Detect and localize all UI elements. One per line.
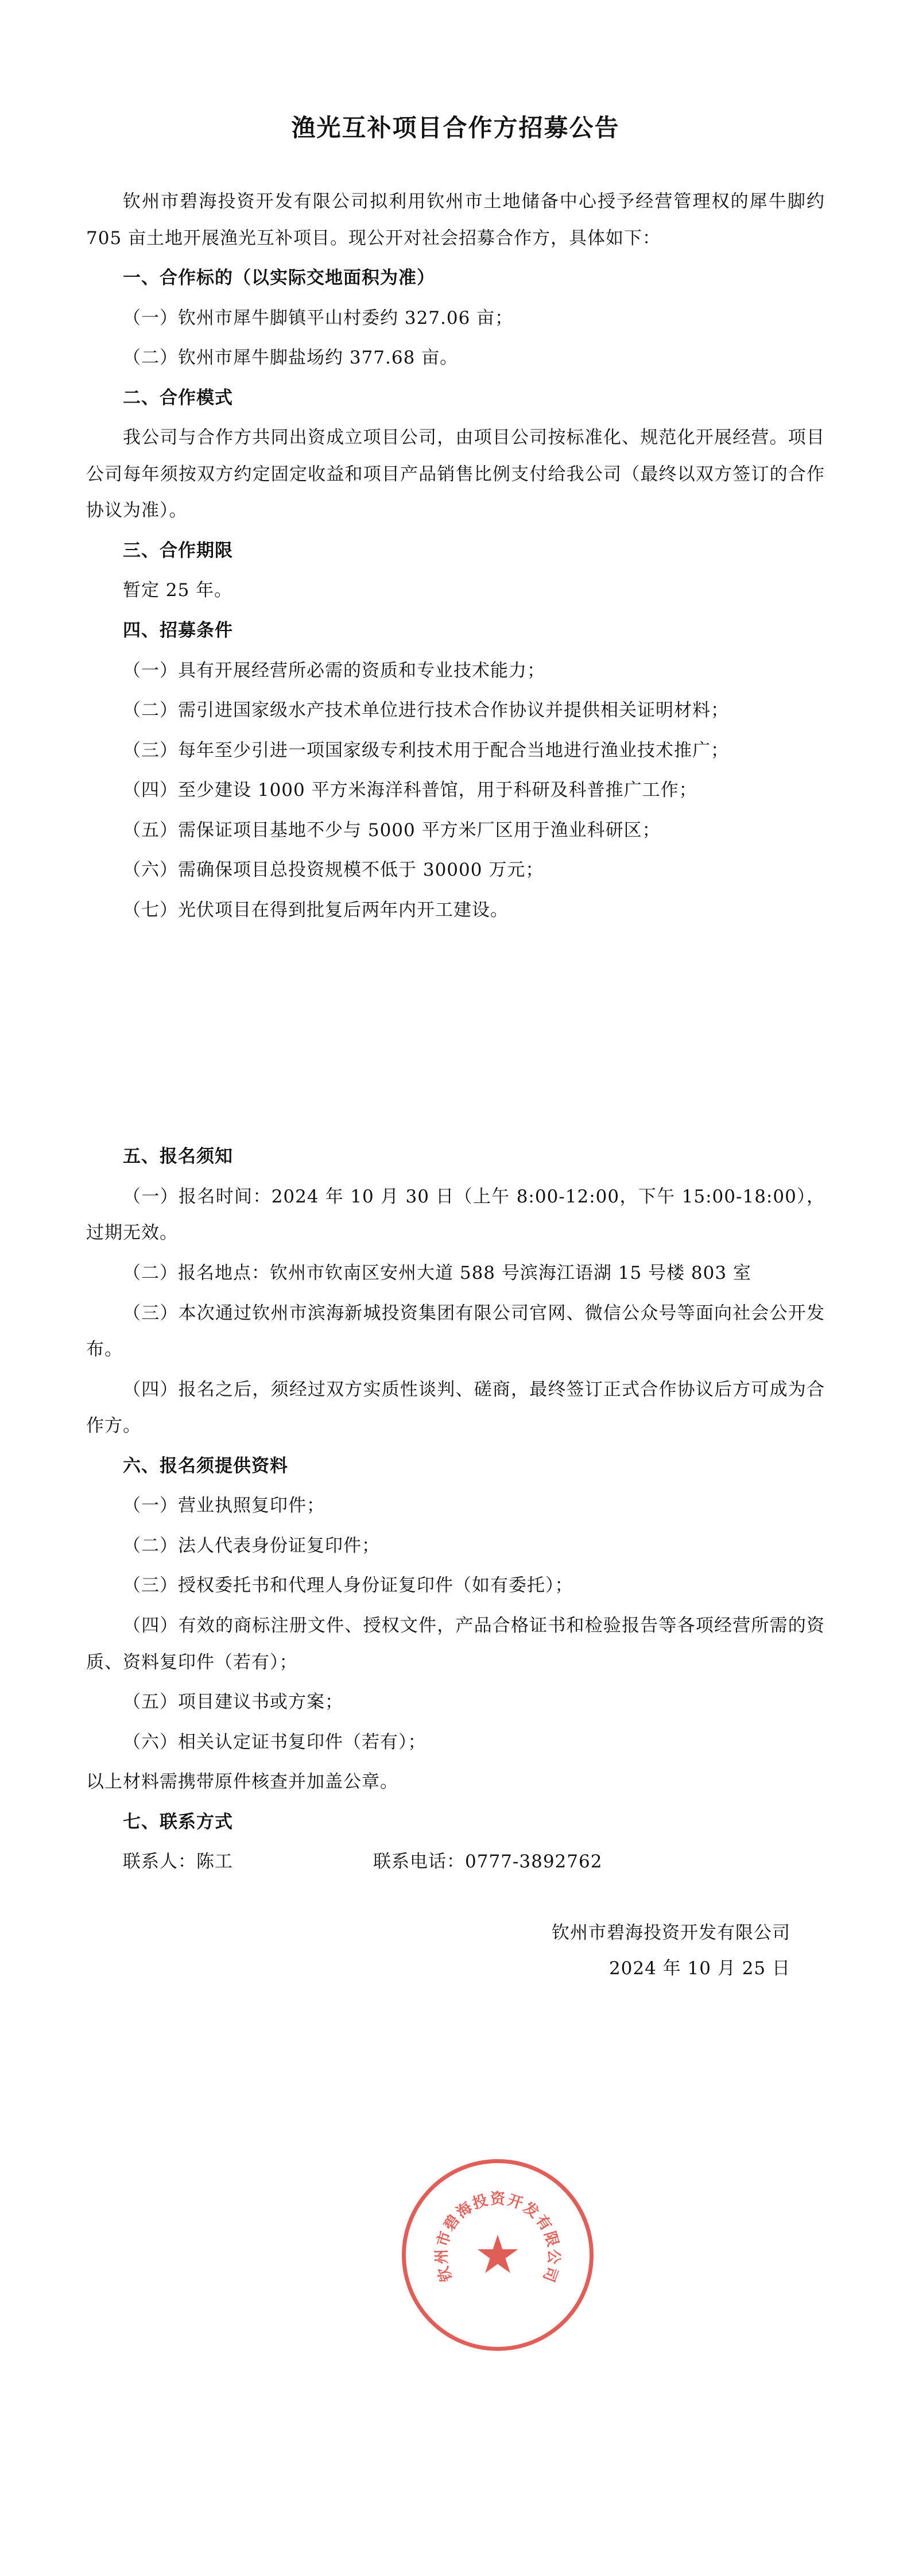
section-6-note: 以上材料需携带原件核查并加盖公章。: [86, 1772, 398, 1793]
section-6-item-1: （一）营业执照复印件；: [123, 1495, 325, 1517]
section-heading-3: 三、合作期限: [123, 540, 233, 561]
seal-char: 限: [540, 2229, 562, 2249]
section-5-item-3: （三）本次通过钦州市滨海新城投资集团有限公司官网、微信公众号等面向社会公开发布。: [86, 1302, 825, 1360]
section-4-item-4: （四）至少建设 1000 平方米海洋科普馆，用于科研及科普推广工作；: [123, 780, 697, 801]
contact-person: 联系人：陈工: [123, 1851, 233, 1873]
section-heading-6: 六、报名须提供资料: [123, 1455, 288, 1476]
section-heading-2: 二、合作模式: [123, 387, 233, 408]
signature-company: 钦州市碧海投资开发有限公司: [552, 1922, 790, 1943]
seal-char: 碧: [440, 2212, 464, 2234]
section-4-item-6: （六）需确保项目总投资规模不低于 30000 万元；: [123, 860, 544, 881]
section-2-item-1: 我公司与合作方共同出资成立项目公司，由项目公司按标准化、规范化开展经营。项目公司每年须按双方约定固定收益和项目产品销售比例支付给我公司（最终以双方签订的合作协议为准）。: [86, 427, 825, 521]
seal-char: 有: [532, 2212, 555, 2234]
intro-paragraph: 钦州市碧海投资开发有限公司拟利用钦州市土地储备中心授予经营管理权的犀牛脚约 705 亩土地开展渔光互补项目。现公开对社会招募合作方，具体如下：: [86, 191, 825, 249]
section-6-item-3: （三）授权委托书和代理人身份证复印件（如有委托）；: [123, 1575, 573, 1596]
section-4-item-2: （二）需引进国家级水产技术单位进行技术合作协议并提供相关证明材料；: [123, 700, 729, 721]
signature-date: 2024 年 10 月 25 日: [608, 1958, 790, 1979]
section-3-item-1: 暂定 25 年。: [123, 580, 233, 601]
official-seal-stamp: [402, 2159, 594, 2351]
section-5-item-2: （二）报名地点：钦州市钦南区安州大道 588 号滨海江语湖 15 号楼 803 室: [123, 1263, 751, 1284]
seal-char: 海: [453, 2199, 476, 2222]
seal-char: 资: [490, 2191, 506, 2208]
section-6-item-6: （六）相关认定证书复印件（若有）；: [123, 1731, 427, 1753]
signature-block: [86, 1915, 825, 1986]
section-heading-4: 四、招募条件: [123, 620, 233, 641]
section-4-item-1: （一）具有开展经营所必需的资质和专业技术能力；: [123, 660, 545, 681]
seal-char: 开: [505, 2191, 525, 2213]
seal-arc-text: [406, 2163, 590, 2347]
seal-char: 州: [433, 2249, 451, 2265]
seal-char: 钦: [435, 2264, 456, 2284]
section-6-item-2: （二）法人代表身份证复印件；: [123, 1535, 380, 1556]
page-break-gap: [86, 932, 825, 1139]
seal-char: 司: [539, 2264, 561, 2284]
seal-char: 投: [470, 2191, 490, 2213]
section-5-item-4: （四）报名之后，须经过双方实质性谈判、磋商，最终签订正式合作协议后方可成为合作方。: [86, 1379, 825, 1437]
section-6-item-4: （四）有效的商标注册文件、授权文件，产品合格证书和检验报告等各项经营所需的资质、资料复印件（若有）；: [86, 1615, 825, 1673]
seal-star-icon: ★: [474, 2224, 522, 2285]
section-4-item-7: （七）光伏项目在得到批复后两年内开工建设。: [123, 899, 509, 920]
section-1-item-2: （二）钦州市犀牛脚盐场约 377.68 亩。: [123, 347, 459, 369]
section-heading-7: 七、联系方式: [123, 1811, 233, 1832]
section-6-item-5: （五）项目建议书或方案；: [123, 1692, 343, 1713]
seal-char: 市: [433, 2229, 455, 2249]
seal-char: 发: [520, 2199, 542, 2222]
section-4-item-3: （三）每年至少引进一项国家级专利技术用于配合当地进行渔业技术推广；: [123, 740, 729, 761]
page-title: 渔光互补项目合作方招募公告: [291, 114, 620, 142]
contact-phone: 联系电话：0777-3892762: [373, 1851, 603, 1873]
section-heading-5: 五、报名须知: [123, 1146, 233, 1167]
section-5-item-1: （一）报名时间：2024 年 10 月 30 日（上午 8:00-12:00，下午 15:00-18:00），过期无效。: [86, 1186, 825, 1244]
seal-char: 公: [544, 2249, 563, 2265]
contact-row: [86, 1844, 825, 1881]
section-1-item-1: （一）钦州市犀牛脚镇平山村委约 327.06 亩；: [123, 307, 514, 328]
section-4-item-5: （五）需保证项目基地不少与 5000 平方米厂区用于渔业科研区；: [123, 819, 661, 841]
section-heading-1: 一、合作标的（以实际交地面积为准）: [123, 268, 435, 289]
